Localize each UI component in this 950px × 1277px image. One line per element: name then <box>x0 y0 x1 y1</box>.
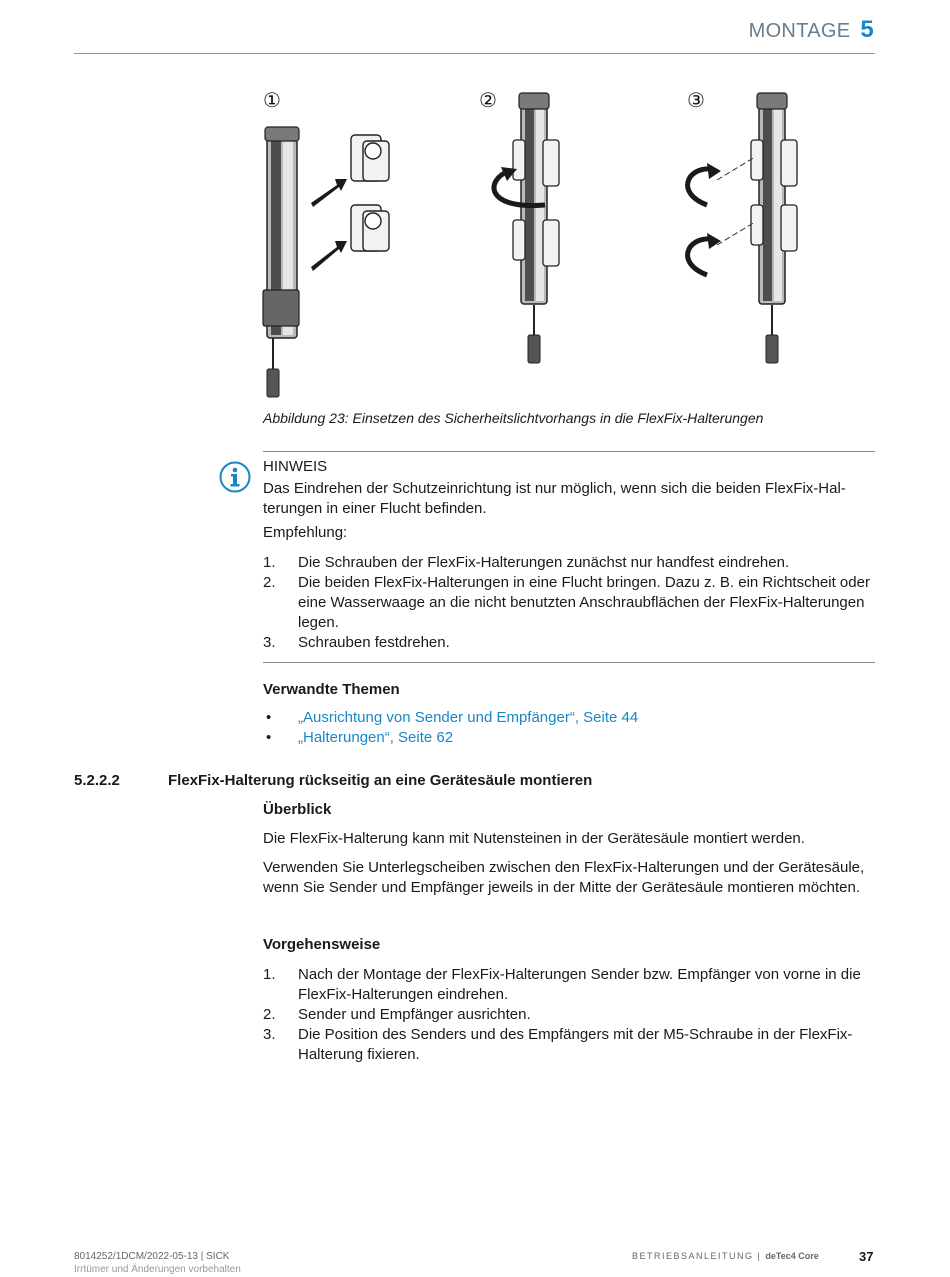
step-1-drawing <box>263 127 389 397</box>
chapter-title: MONTAGE <box>748 20 851 42</box>
list-item: 2. Die beiden FlexFix-Halterungen in eine Flucht bringen. Dazu z. B. ein Richtscheit oder eine Wasserwaage an die nicht benutzten Anschraubflächen der FlexFix-Halterungen legen. <box>263 574 870 631</box>
step-3-drawing <box>688 93 797 363</box>
procedure-title: Vorgehensweise <box>263 936 381 953</box>
footer-disclaimer: Irrtümer und Änderungen vorbehalten <box>74 1264 241 1275</box>
footer-doc-id: 8014252/1DCM/2022-05-13 | SICK <box>74 1251 230 1262</box>
list-item: • „Halterungen“, Seite 62 <box>266 729 454 746</box>
page-number: 37 <box>859 1249 874 1264</box>
note-top-rule <box>263 451 875 452</box>
note-bottom-rule <box>263 662 875 663</box>
footer-manual: BETRIEBSANLEITUNG | deTec4 Core <box>632 1251 819 1261</box>
footer-manual-label: BETRIEBSANLEITUNG <box>632 1251 754 1261</box>
header-divider <box>74 53 875 54</box>
list-item: 1. Die Schrauben der FlexFix-Halterungen zunächst nur handfest eindrehen. <box>263 554 790 571</box>
section-number: 5.2.2.2 <box>74 772 120 789</box>
list-item: • „Ausrichtung von Sender und Empfänger“, Seite 44 <box>266 709 639 726</box>
list-item: 2. Sender und Empfänger ausrichten. <box>263 1006 531 1023</box>
chapter-header <box>749 16 874 44</box>
note-steps-list <box>263 553 875 653</box>
overview-paragraph-1: Die FlexFix-Halterung kann mit Nutensteinen in der Gerätesäule montiert werden. <box>263 830 805 847</box>
chapter-number: 5 <box>860 16 874 43</box>
note-text: Das Eindrehen der Schutzeinrichtung ist nur möglich, wenn sich die beiden FlexFix-Halterungen in einer Flucht befinden. <box>263 480 846 517</box>
related-link-brackets[interactable]: „Halterungen“, Seite 62 <box>298 729 454 746</box>
info-icon <box>219 461 251 493</box>
note-title: HINWEIS <box>263 458 328 475</box>
list-item: 3. Die Position des Senders und des Empfängers mit der M5-Schraube in der FlexFix-Halterung fixieren. <box>263 1026 853 1063</box>
step-label-3: ③ <box>687 88 705 112</box>
related-topics-title: Verwandte Themen <box>263 681 400 698</box>
list-item: 3. Schrauben festdrehen. <box>263 634 450 651</box>
procedure-steps-list <box>263 965 875 1065</box>
footer-product: deTec4 Core <box>765 1251 819 1261</box>
step-2-drawing <box>494 93 559 363</box>
related-link-alignment[interactable]: „Ausrichtung von Sender und Empfänger“, Seite 44 <box>298 709 639 726</box>
step-label-1: ① <box>263 88 281 112</box>
figure-caption: Abbildung 23: Einsetzen des Sicherheitslichtvorhangs in die FlexFix-Halterungen <box>263 410 764 426</box>
overview-paragraph-2: Verwenden Sie Unterlegscheiben zwischen den FlexFix-Halterungen und der Gerätesäule, wenn Sie Sender und Empfänger jeweils in der Mitte der Gerätesäule montieren möchten. <box>263 859 865 896</box>
footer-doc-info <box>74 1250 241 1276</box>
section-title: FlexFix-Halterung rückseitig an eine Gerätesäule montieren <box>168 772 593 789</box>
related-links-list <box>263 708 638 748</box>
note-recommendation-label: Empfehlung: <box>263 524 348 541</box>
step-label-2: ② <box>479 88 497 112</box>
overview-title: Überblick <box>263 801 332 818</box>
list-item: 1. Nach der Montage der FlexFix-Halterungen Sender bzw. Empfänger von vorne in die FlexFix-Halterungen eindrehen. <box>263 966 861 1003</box>
mounting-figure <box>255 85 815 405</box>
